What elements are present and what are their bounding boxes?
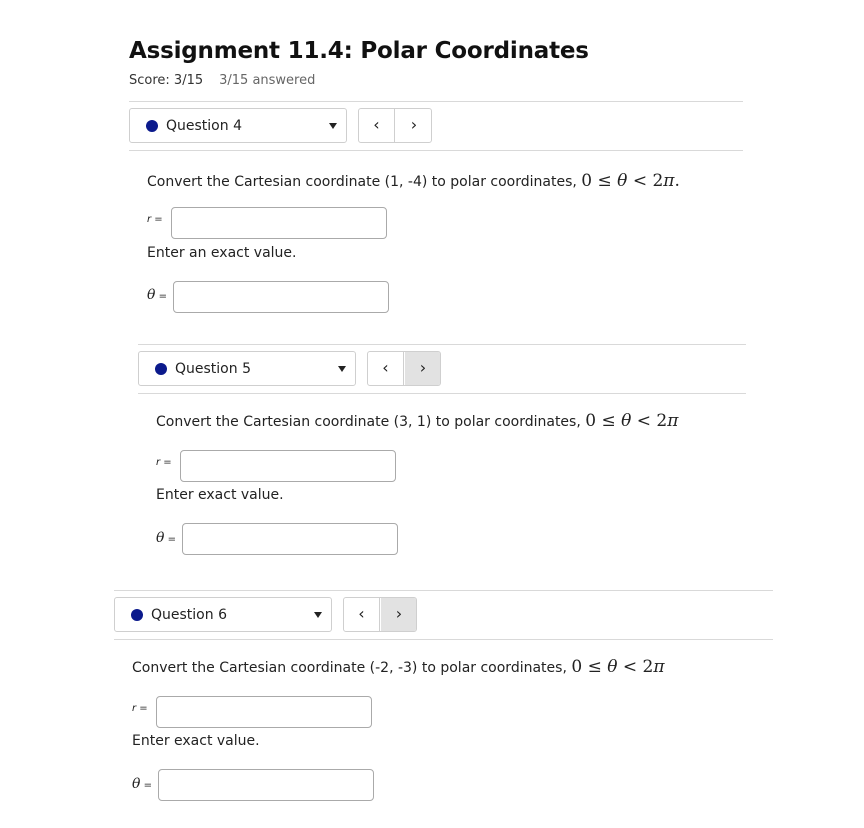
theta-label: θ = xyxy=(156,530,176,546)
caret-down-icon xyxy=(329,123,337,129)
theta-symbol: θ xyxy=(156,530,165,546)
question-prompt-text: Convert the Cartesian coordinate (-2, -3) to polar coordinates, xyxy=(132,660,567,676)
status-dot-icon xyxy=(155,363,167,375)
previous-question-button[interactable]: ‹ xyxy=(344,598,380,631)
question-prompt xyxy=(147,171,680,191)
theta-symbol: θ xyxy=(132,776,141,792)
r-label: r = xyxy=(132,703,148,714)
theta-answer-input[interactable] xyxy=(158,769,374,801)
question-selector[interactable] xyxy=(138,351,356,386)
theta-range-math: 0 ≤ θ < 2π. xyxy=(581,171,680,191)
question-nav-group xyxy=(358,108,432,143)
r-hint: Enter exact value. xyxy=(132,733,260,749)
theta-answer-input[interactable] xyxy=(182,523,398,555)
question-prompt-text: Convert the Cartesian coordinate (3, 1) to polar coordinates, xyxy=(156,414,581,430)
question-prompt xyxy=(132,657,665,677)
theta-range-math: 0 ≤ θ < 2π xyxy=(585,411,679,431)
question-nav-bar xyxy=(138,344,746,394)
theta-symbol: θ xyxy=(147,287,156,303)
r-answer-input[interactable] xyxy=(171,207,387,239)
r-answer-input[interactable] xyxy=(180,450,396,482)
caret-down-icon xyxy=(314,612,322,618)
question-prompt xyxy=(156,411,678,431)
previous-question-button[interactable]: ‹ xyxy=(368,352,404,385)
r-label: r = xyxy=(156,457,172,468)
next-question-button[interactable]: › xyxy=(405,352,441,385)
question-selector[interactable] xyxy=(129,108,347,143)
question-nav-bar xyxy=(114,590,773,640)
question-nav-group xyxy=(367,351,441,386)
r-symbol: r xyxy=(147,214,152,225)
next-question-button[interactable]: › xyxy=(381,598,417,631)
next-question-button[interactable]: › xyxy=(410,115,418,134)
score-text: Score: 3/15 xyxy=(129,73,204,88)
theta-label: θ = xyxy=(147,287,167,303)
r-hint: Enter exact value. xyxy=(156,487,284,503)
caret-down-icon xyxy=(338,366,346,372)
r-label: r = xyxy=(147,214,163,225)
question-selector-label: Question 6 xyxy=(151,607,227,623)
status-dot-icon xyxy=(131,609,143,621)
answered-count: 3/15 answered xyxy=(219,73,316,88)
r-symbol: r xyxy=(132,703,137,714)
status-dot-icon xyxy=(146,120,158,132)
theta-answer-input[interactable] xyxy=(173,281,389,313)
assignment-title: Assignment 11.4: Polar Coordinates xyxy=(129,38,589,64)
r-hint: Enter an exact value. xyxy=(147,245,297,261)
theta-label: θ = xyxy=(132,776,152,792)
question-selector-label: Question 4 xyxy=(166,118,242,134)
r-answer-input[interactable] xyxy=(156,696,372,728)
question-nav-bar xyxy=(129,101,743,151)
question-prompt-text: Convert the Cartesian coordinate (1, -4) to polar coordinates, xyxy=(147,174,577,190)
question-selector[interactable] xyxy=(114,597,332,632)
r-symbol: r xyxy=(156,457,161,468)
question-selector-label: Question 5 xyxy=(175,361,251,377)
score-line xyxy=(129,73,315,88)
previous-question-button[interactable]: ‹ xyxy=(359,109,395,142)
theta-range-math: 0 ≤ θ < 2π xyxy=(571,657,665,677)
question-nav-group xyxy=(343,597,417,632)
